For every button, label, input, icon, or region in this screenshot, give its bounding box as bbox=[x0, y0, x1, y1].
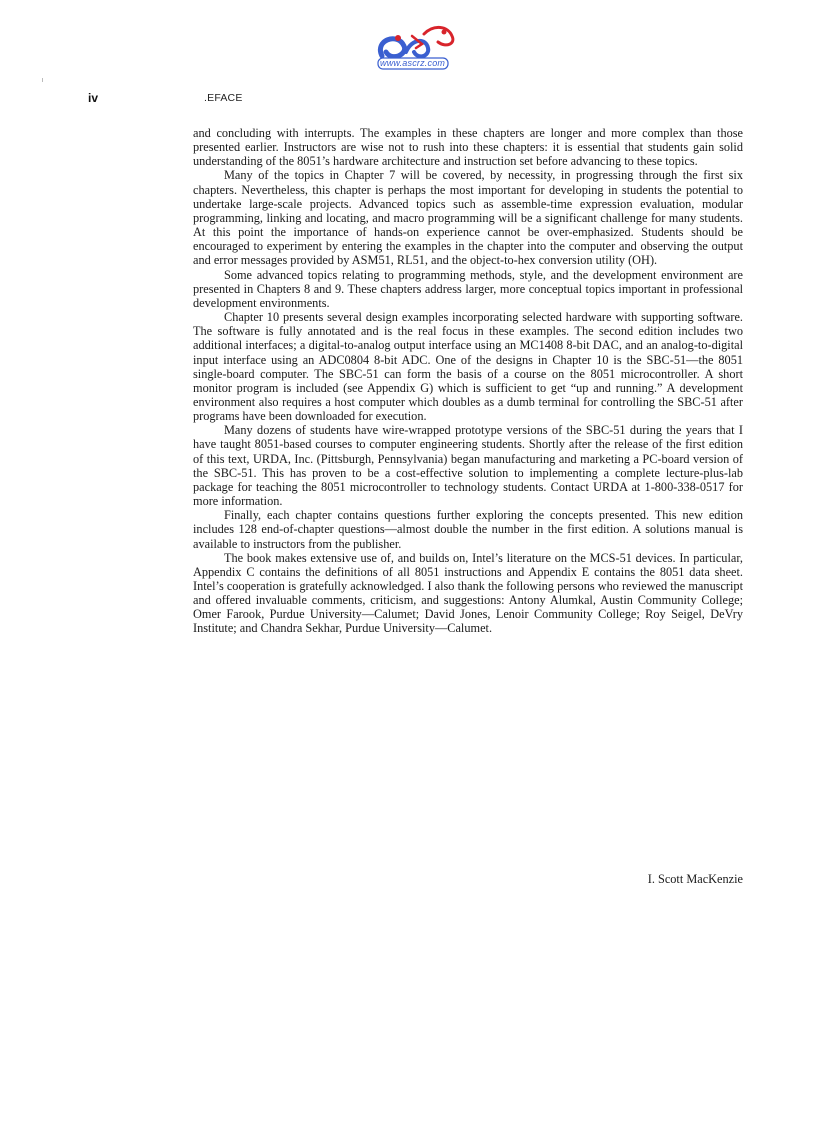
watermark-text: www.ascrz.com bbox=[380, 58, 446, 68]
watermark-logo bbox=[352, 18, 472, 74]
scan-mark bbox=[42, 78, 43, 82]
paragraph: Finally, each chapter contains questions further exploring the concepts presented. This new edition includes 128 end-of-chapter questions—almost double the number in the first edition. A solutions manual is available to instructors from the publisher. bbox=[193, 508, 743, 551]
running-head: .EFACE bbox=[204, 92, 243, 104]
page-number: iv bbox=[88, 91, 99, 105]
paragraph: Many of the topics in Chapter 7 will be covered, by necessity, in progressing through the first six chapters. Nevertheless, this chapter is perhaps the most important for developing in students the potential to undertake large-scale projects. Advanced topics such as assemble-time expression evaluation, modular programming, linking and locating, and macro programming will be a significant challenge for many students. At this point the importance of hands-on experience cannot be over-emphasized. Students should be encouraged to experiment by entering the examples in the chapter into the computer and observing the output and error messages provided by ASM51, RL51, and the object-to-hex conversion utility (OH). bbox=[193, 168, 743, 268]
paragraph: and concluding with interrupts. The examples in these chapters are longer and more complex than those presented earlier. Instructors are wise not to rush into these chapters: it is essential that students gain solid understanding of the 8051’s hardware architecture and instruction set before advancing to these topics. bbox=[193, 126, 743, 169]
paragraph: Some advanced topics relating to programming methods, style, and the development environment are presented in Chapters 8 and 9. These chapters address larger, more conceptual topics important in professional development environments. bbox=[193, 267, 743, 310]
paragraph: The book makes extensive use of, and builds on, Intel’s literature on the MCS-51 devices. In particular, Appendix C contains the definitions of all 8051 instructions and Appendix E contains the 8051 data sheet. Intel’s cooperation is gratefully acknowledged. I also thank the following persons who reviewed the manuscript and offered invaluable comments, criticism, and suggestions: Antony Alumkal, Austin Community College; Omer Farook, Purdue University—Calumet; David Jones, Lenoir Community College; Roy Seigel, DeVry Institute; and Chandra Sekhar, Purdue University—Calumet. bbox=[193, 550, 743, 636]
paragraph: Chapter 10 presents several design examples incorporating selected hardware with supporting software. The software is fully annotated and is the real focus in these examples. The second edition includes two additional interfaces; a digital-to-analog output interface using an MC1408 8-bit DAC, and an analog-to-digital input interface using an ADC0804 8-bit ADC. One of the designs in Chapter 10 is the SBC-51—the 8051 single-board computer. The SBC-51 can form the basis of a course on the 8051 microcontroller. A short monitor program is included (see Appendix G) which is sufficient to get “up and running.” A development environment also requires a host computer which doubles as a dumb terminal for controlling the SBC-51 after programs have been downloaded for execution. bbox=[193, 310, 743, 424]
author-signature: I. Scott MacKenzie bbox=[647, 872, 743, 886]
body-text bbox=[193, 126, 743, 636]
paragraph: Many dozens of students have wire-wrapped prototype versions of the SBC-51 during the years that I have taught 8051-based courses to computer engineering students. Shortly after the release of the first edition of this text, URDA, Inc. (Pittsburgh, Pennsylvania) began manufacturing and marketing a PC-board version of the SBC-51. This has proven to be a cost-effective solution to implementing a complete lecture-plus-lab package for teaching the 8051 microcontroller to technology students. Contact URDA at 1-800-338-0517 for more information. bbox=[193, 423, 743, 509]
